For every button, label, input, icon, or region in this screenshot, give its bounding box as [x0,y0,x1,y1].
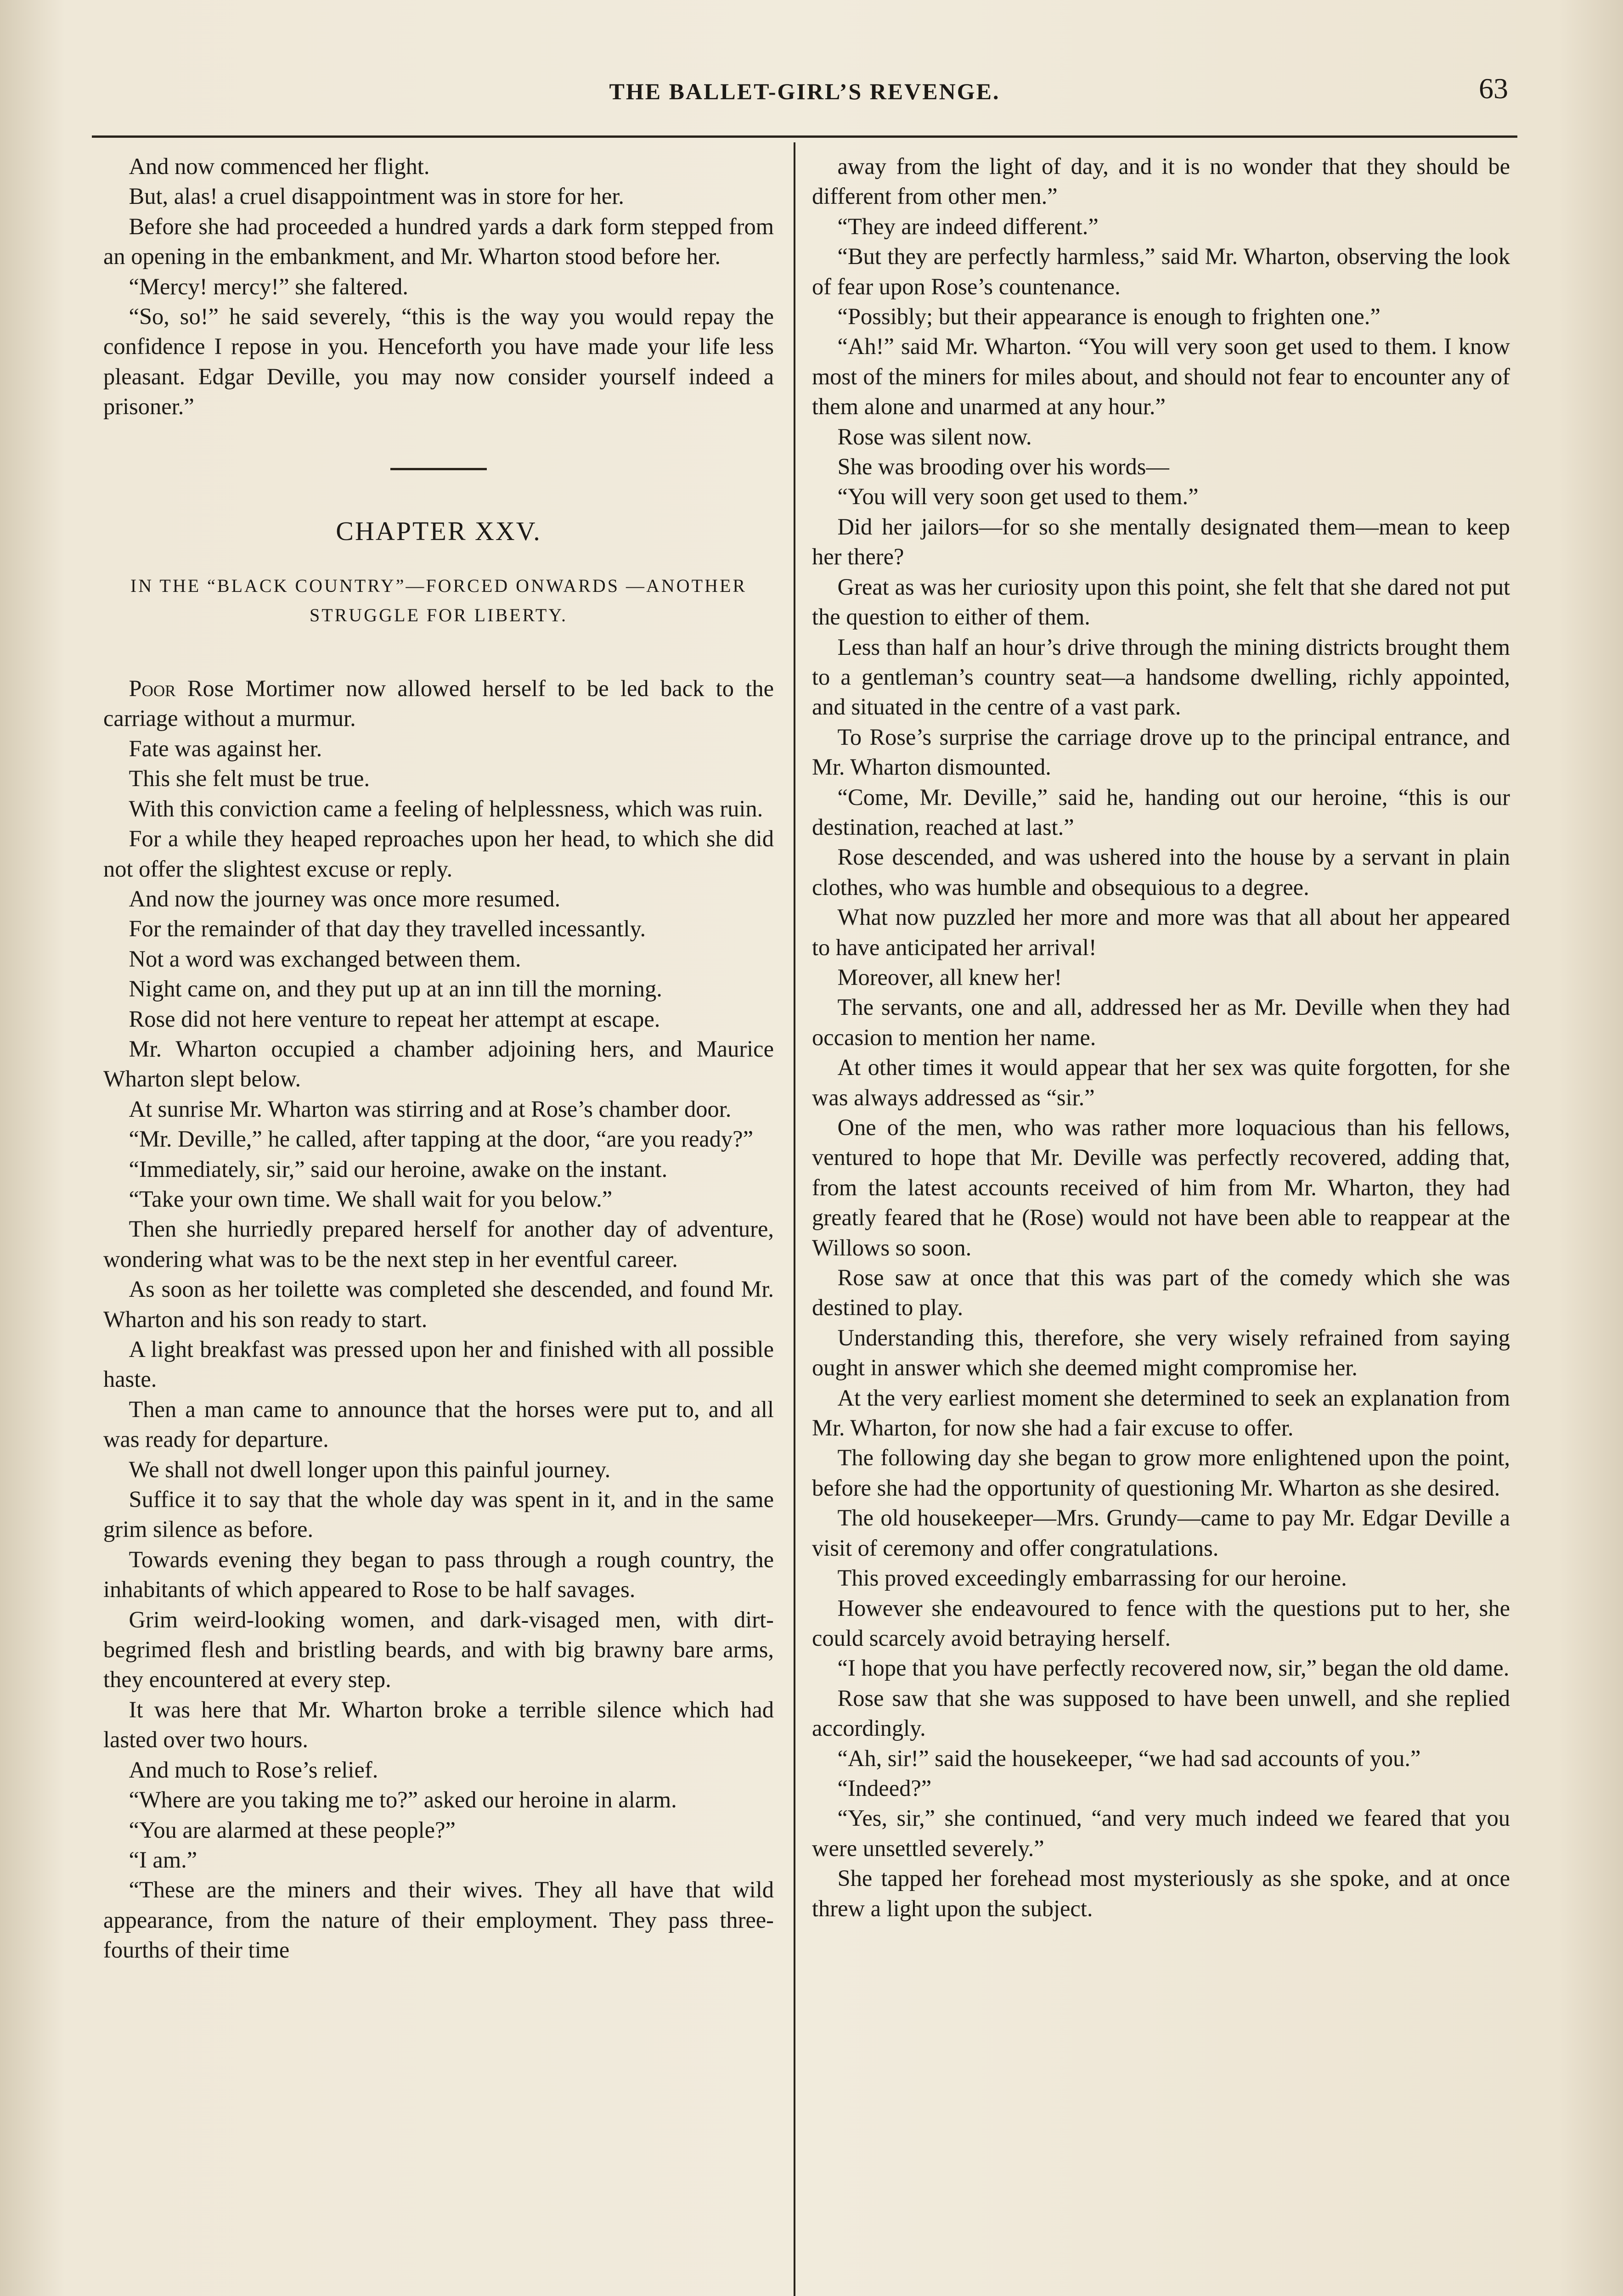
paragraph: For a while they heaped reproaches upon her head, to which she did not offer the slightest excuse or reply. [103,826,774,882]
paragraph: “Yes, sir,” she continued, “and very much indeed we feared that you were unsettled severely.” [812,1805,1510,1861]
paragraph: “They are indeed different.” [837,213,1099,239]
paragraph: And now the journey was once more resumed. [129,885,561,912]
column-divider [794,142,795,2296]
paragraph: With this conviction came a feeling of helplessness, which was ruin. [129,795,763,822]
paragraph: “Where are you taking me to?” asked our heroine in alarm. [129,1787,677,1813]
paragraph: The servants, one and all, addressed her as Mr. Deville when they had occasion to mention her name. [812,994,1510,1050]
paragraph: away from the light of day, and it is no wonder that they should be different from other men.” [812,153,1510,209]
paragraph: Rose saw that she was supposed to have been unwell, and she replied accordingly. [812,1685,1510,1741]
section-divider-rule [390,468,487,470]
paragraph: This proved exceedingly embarrassing for our heroine. [837,1565,1347,1591]
paragraph: It was here that Mr. Wharton broke a terrible silence which had lasted over two hours. [103,1696,774,1753]
opening-word: Poor [129,675,176,702]
paragraph: What now puzzled her more and more was that all about her appeared to have anticipated her arrival! [812,904,1510,960]
left-column [103,152,774,1965]
paragraph: Grim weird-looking women, and dark-visaged men, with dirt-begrimed flesh and bristling beards, and with big brawny bare arms, they encountered at every step. [103,1606,774,1693]
paragraph: She was brooding over his words— [837,454,1169,480]
paragraph: “I hope that you have perfectly recovered now, sir,” began the old dame. [837,1655,1510,1681]
right-column [812,152,1510,1924]
paragraph: “Indeed?” [837,1775,932,1801]
paragraph: Towards evening they began to pass through a rough country, the inhabitants of which appeared to Rose to be half savages. [103,1546,774,1603]
paragraph: “So, so!” he said severely, “this is the way you would repay the confidence I repose in you. Henceforth you have made your life less pleasant. Edgar Deville, you may now consider yourself indeed a prisoner.” [103,304,774,420]
paragraph: Rose did not here venture to repeat her attempt at escape. [129,1006,660,1032]
chapter-synopsis: IN THE “BLACK COUNTRY”—FORCED ONWARDS —ANOTHER STRUGGLE FOR LIBERTY. [130,575,747,626]
paragraph: “But they are perfectly harmless,” said Mr. Wharton, observing the look of fear upon Rose’s countenance. [812,243,1510,299]
paragraph: “You will very soon get used to them.” [837,484,1199,510]
paragraph: “Mr. Deville,” he called, after tapping at the door, “are you ready?” [129,1126,753,1152]
paragraph: “Ah!” said Mr. Wharton. “You will very soon get used to them. I know most of the miners for miles about, and should not fear to encounter any of them alone and unarmed at any hour.” [812,333,1510,420]
paragraph: “These are the miners and their wives. They all have that wild appearance, from the nature of their employment. They pass three-fourths of their time [103,1877,774,1963]
paragraph: Mr. Wharton occupied a chamber adjoining hers, and Maurice Wharton slept below. [103,1035,774,1092]
paragraph: The old housekeeper—Mrs. Grundy—came to pay Mr. Edgar Deville a visit of ceremony and offer congratulations. [812,1505,1510,1561]
paragraph: “Immediately, sir,” said our heroine, awake on the instant. [129,1156,668,1182]
paragraph: Then she hurriedly prepared herself for another day of adventure, wondering what was to be the next step in her eventful career. [103,1216,774,1272]
header-rule [92,135,1517,138]
paragraph: Suffice it to say that the whole day was spent in it, and in the same grim silence as before. [103,1486,774,1542]
paragraph: “You are alarmed at these people?” [129,1817,456,1843]
paragraph: We shall not dwell longer upon this painful journey. [129,1456,611,1482]
paragraph: “Come, Mr. Deville,” said he, handing out our heroine, “this is our destination, reached at last.” [812,784,1510,840]
paragraph: Then a man came to announce that the horses were put to, and all was ready for departure. [103,1396,774,1452]
paragraph: “Mercy! mercy!” she faltered. [129,273,408,299]
paragraph: “Ah, sir!” said the housekeeper, “we had sad accounts of you.” [837,1745,1421,1771]
paragraph: At sunrise Mr. Wharton was stirring and at Rose’s chamber door. [129,1096,732,1122]
paragraph: At other times it would appear that her sex was quite forgotten, for she was always addressed as “sir.” [812,1054,1510,1110]
paragraph: However she endeavoured to fence with the questions put to her, she could scarcely avoid betraying herself. [812,1595,1510,1651]
paragraph: The following day she began to grow more enlightened upon the point, before she had the opportunity of questioning Mr. Wharton as she desired. [812,1445,1510,1501]
paragraph: “Take your own time. We shall wait for you below.” [129,1186,613,1212]
paragraph: Less than half an hour’s drive through the mining districts brought them to a gentleman’s country seat—a handsome dwelling, richly appointed, and situated in the centre of a vast park. [812,634,1510,720]
right-column-body [812,152,1510,1924]
paragraph: “I am.” [129,1846,197,1873]
paragraph: And now commenced her flight. [129,153,430,179]
paragraph: This she felt must be true. [129,765,370,792]
paragraph: Before she had proceeded a hundred yards a dark form stepped from an opening in the embankment, and Mr. Wharton stood before her. [103,213,774,270]
paragraph: Rose was silent now. [837,423,1032,450]
paragraph: One of the men, who was rather more loquacious than his fellows, ventured to hope that Mr. Deville was perfectly recovered, adding that, from the latest accounts received of him from Mr. Wharton, they had greatly feared that he (Rose) would not have been able to reappear at the Willows so soon. [812,1114,1510,1261]
paragraph: As soon as her toilette was completed she descended, and found Mr. Wharton and his son ready to start. [103,1276,774,1332]
paragraph: “Possibly; but their appearance is enough to frighten one.” [837,304,1381,330]
paragraph: And much to Rose’s relief. [129,1756,378,1783]
paragraph: Moreover, all knew her! [837,964,1062,990]
paragraph: Did her jailors—for so she mentally designated them—mean to keep her there? [812,513,1510,570]
paragraph: Night came on, and they put up at an inn till the morning. [129,976,662,1002]
paragraph: Great as was her curiosity upon this point, she felt that she dared not put the question to either of them. [812,574,1510,630]
paragraph: Rose saw at once that this was part of the comedy which she was destined to play. [812,1265,1510,1321]
paragraph: Understanding this, therefore, she very wisely refrained from saying ought in answer which she deemed might compromise her. [812,1324,1510,1381]
chapter-opening-paragraph [103,674,774,734]
paragraph: To Rose’s surprise the carriage drove up to the principal entrance, and Mr. Wharton dismounted. [812,724,1510,780]
paragraph: She tapped her forehead most mysteriously as she spoke, and at once threw a light upon the subject. [812,1865,1510,1921]
page-header [101,69,1508,119]
left-column-pre-chapter [103,152,774,422]
paragraph: Fate was against her. [129,735,322,761]
opening-paragraph-text: Rose Mortimer now allowed herself to be led back to the carriage without a murmur. [103,675,774,732]
paragraph: But, alas! a cruel disappointment was in store for her. [129,183,624,209]
paragraph: A light breakfast was pressed upon her and finished with all possible haste. [103,1336,774,1392]
paragraph: Rose descended, and was ushered into the house by a servant in plain clothes, who was humble and obsequious to a degree. [812,844,1510,900]
running-title: THE BALLET-GIRL’S REVENGE. [609,79,1000,104]
left-column-chapter-body [103,734,774,1965]
paragraph: Not a word was exchanged between them. [129,945,521,972]
paragraph: For the remainder of that day they travelled incessantly. [129,916,646,942]
paragraph: At the very earliest moment she determined to seek an explanation from Mr. Wharton, for now she had a fair excuse to offer. [812,1384,1510,1441]
chapter-title: CHAPTER XXV. [336,516,541,546]
page-number: 63 [1479,72,1508,105]
